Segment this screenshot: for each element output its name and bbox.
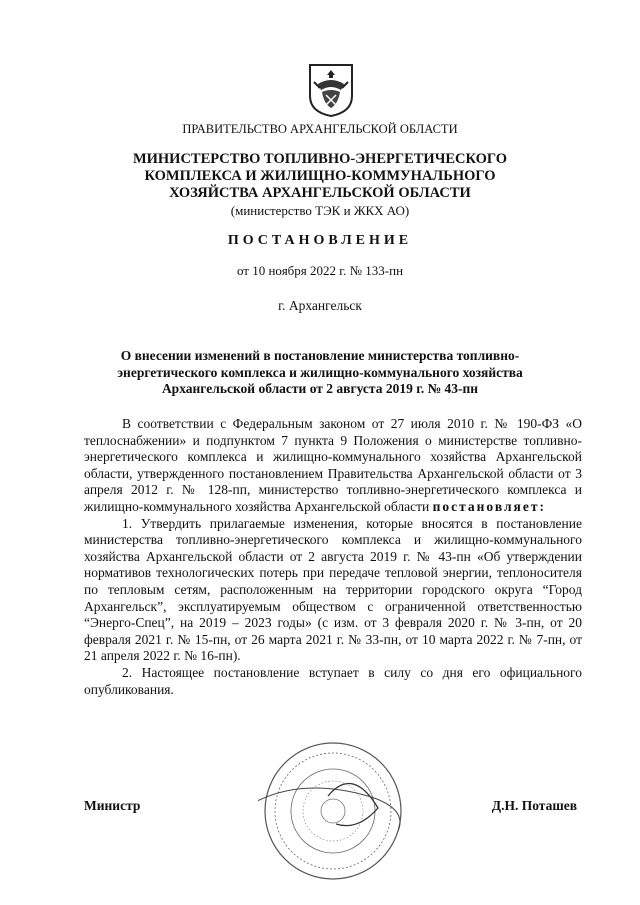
document-city: г. Архангельск <box>278 298 362 313</box>
preamble-text: В соответствии с Федеральным законом от 27 июля 2010 г. № 190-ФЗ «О теплоснабжении» и подпунктом 7 пункта 9 Положения о министерстве топливно-энергетического комплекса и жилищно-коммунального хозяйства Архангельской области, утвержденного постановлением Правительства Архангельской области от 3 апреля 2012 г. № 128-пп, министерство топливно-энергетического комплекса и жилищно-коммунального хозяйства Архангельской области <box>84 416 582 514</box>
document-title <box>90 348 550 398</box>
ministry-name-line: КОМПЛЕКСА И ЖИЛИЩНО-КОММУНАЛЬНОГО <box>144 168 496 184</box>
document-type: ПОСТАНОВЛЕНИЕ <box>227 233 413 248</box>
document-title-line: О внесении изменений в постановление министерства топливно- <box>120 348 520 363</box>
document-title-line: энергетического комплекса и жилищно-коммунального хозяйства <box>117 364 523 380</box>
document-title-line: Архангельской области от 2 августа 2019 г. № 43-пн <box>161 381 479 396</box>
ministry-name-line: МИНИСТЕРСТВО ТОПЛИВНО-ЭНЕРГЕТИЧЕСКОГО <box>132 151 508 167</box>
preamble-paragraph <box>84 416 582 516</box>
document-date-number: от 10 ноября 2022 г. № 133-пн <box>236 263 404 278</box>
coat-of-arms-icon <box>306 62 356 118</box>
official-seal-icon <box>258 736 408 886</box>
clause-1: 1. Утвердить прилагаемые изменения, которые вносятся в постановление министерства топливно-энергетического комплекса и жилищно-коммунального хозяйства Архангельской области от 2 августа 2019 г. № 43-пн «Об утверждении нормативов технологических потерь при передаче тепловой энергии, теплоносителя по тепловым сетям, расположенным на территории городского округа “Город Архангельск”, эксплуатируемым обществом с ограниченной ответственностью “Энерго-Спец”, на 2019 – 2023 годы» (с изм. от 3 февраля 2020 г. № 3-пн, от 20 февраля 2021 г. № 15-пн, от 26 марта 2021 г. № 33-пн, от 10 марта 2022 г. № 7-пн, от 21 апреля 2022 г. № 16-пн). <box>84 515 582 664</box>
ministry-short-name: (министерство ТЭК и ЖКХ АО) <box>230 203 410 218</box>
document-body <box>84 416 582 698</box>
government-name: ПРАВИТЕЛЬСТВО АРХАНГЕЛЬСКОЙ ОБЛАСТИ <box>182 122 458 136</box>
ministry-name-line: ХОЗЯЙСТВА АРХАНГЕЛЬСКОЙ ОБЛАСТИ <box>169 185 471 201</box>
clause-2: 2. Настоящее постановление вступает в силу со дня его официального опубликования. <box>84 664 582 697</box>
ministry-name <box>60 151 580 219</box>
signatory-position: Министр <box>84 798 141 813</box>
signatory-name: Д.Н. Поташев <box>491 798 577 813</box>
resolution-keyword: постановляет: <box>432 498 546 514</box>
